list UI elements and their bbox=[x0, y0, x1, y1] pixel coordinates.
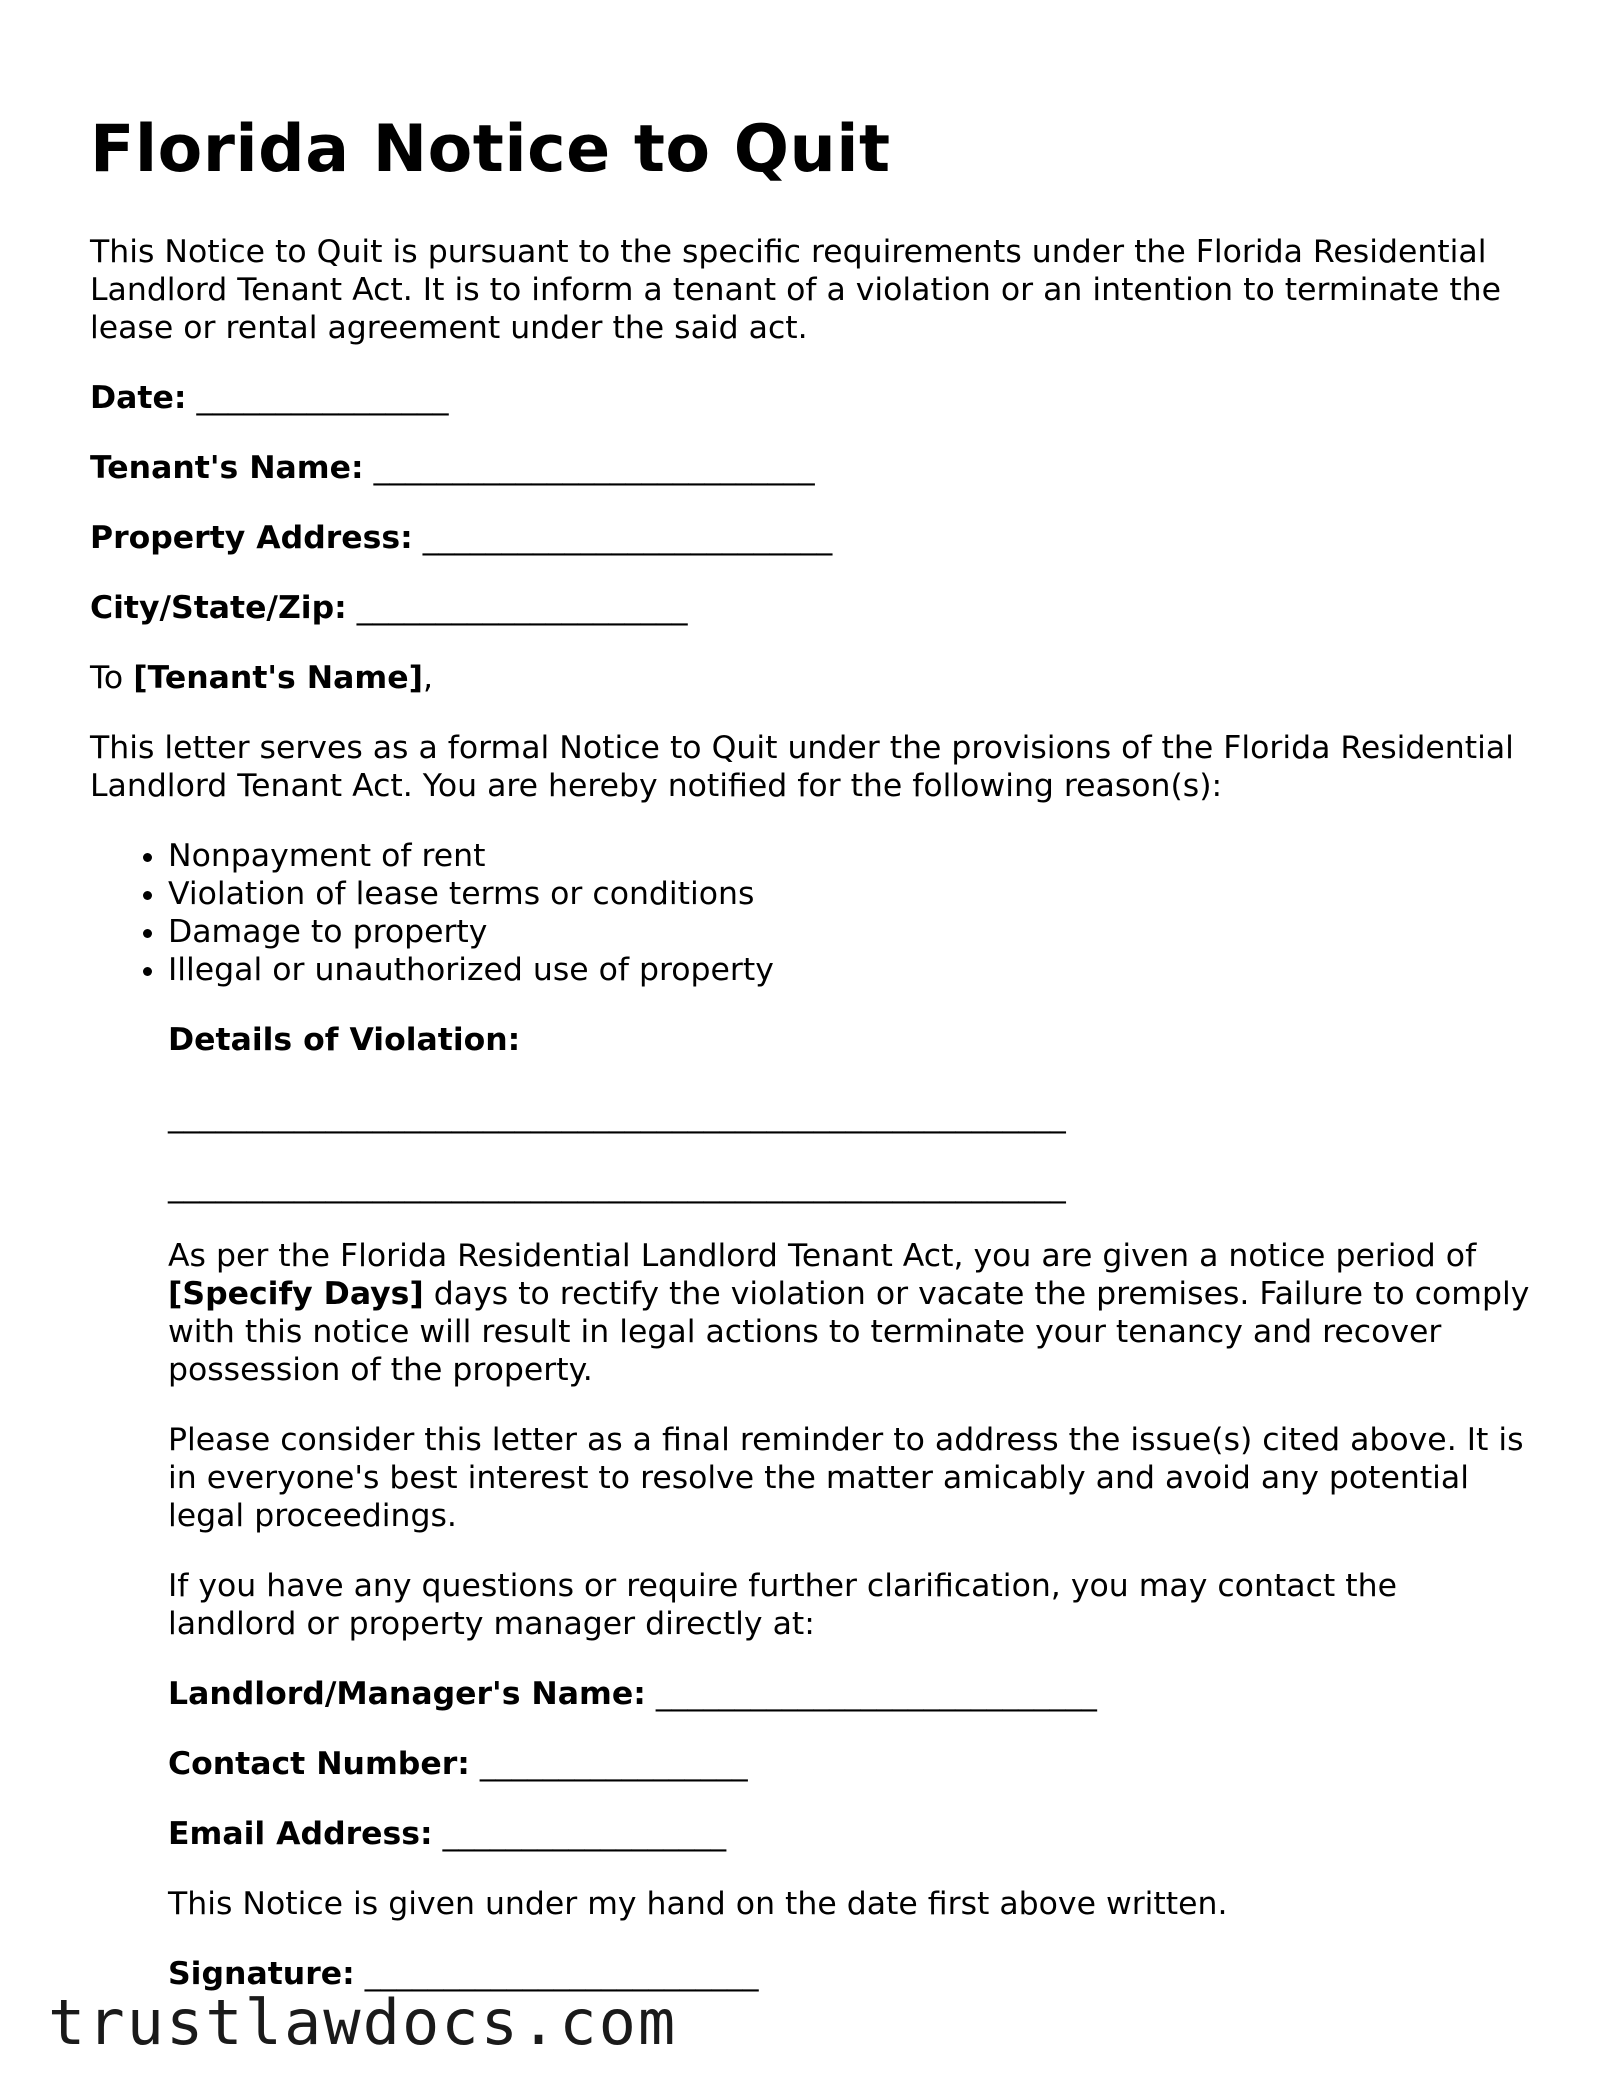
details-line: _________________________________________________________ bbox=[168, 1098, 1066, 1134]
date-field bbox=[90, 379, 1530, 417]
notice-period-days: [Specify Days] bbox=[168, 1276, 424, 1312]
reasons-list bbox=[90, 837, 1530, 989]
details-heading: Details of Violation: bbox=[168, 1022, 521, 1058]
intro-paragraph: This Notice to Quit is pursuant to the specific requirements under the Florida Residential Landlord Tenant Act. It is to inform a tenant of a violation or an intention to terminate the lease or rental agreement under the said act. bbox=[90, 234, 1502, 346]
salutation-name: [Tenant's Name] bbox=[133, 660, 423, 696]
contact-number-field bbox=[168, 1745, 1530, 1783]
closing-paragraph: This Notice is given under my hand on the date first above written. bbox=[168, 1886, 1228, 1922]
notice-period-after: days to rectify the violation or vacate the premises. Failure to comply with this notice will result in legal actions to terminate your tenancy and recover possession of the property. bbox=[168, 1276, 1530, 1388]
document-page bbox=[90, 110, 1530, 2025]
email-address-label: Email Address: bbox=[168, 1816, 433, 1852]
list-item: • Damage to property bbox=[168, 913, 1530, 951]
list-item: • Nonpayment of rent bbox=[168, 837, 1530, 875]
city-state-zip-blank: _____________________ bbox=[356, 590, 688, 626]
tenant-name-field bbox=[90, 449, 1530, 487]
notice-period-before: As per the Florida Residential Landlord Tenant Act, you are given a notice period of bbox=[168, 1238, 1477, 1274]
indented-section bbox=[90, 1021, 1530, 1993]
details-line: _________________________________________________________ bbox=[168, 1168, 1066, 1204]
salutation-prefix: To bbox=[90, 660, 134, 696]
salutation bbox=[90, 659, 1530, 697]
reminder-paragraph: Please consider this letter as a final reminder to address the issue(s) cited above. It is in everyone's best interest to resolve the matter amicably and avoid any potential legal proceedings. bbox=[168, 1422, 1524, 1534]
property-address-field bbox=[90, 519, 1530, 557]
list-item: • Illegal or unauthorized use of property bbox=[168, 951, 1530, 989]
list-item: • Violation of lease terms or conditions bbox=[168, 875, 1530, 913]
date-label: Date: bbox=[90, 380, 187, 416]
tenant-name-blank: ____________________________ bbox=[373, 450, 815, 486]
contact-number-label: Contact Number: bbox=[168, 1746, 470, 1782]
property-address-label: Property Address: bbox=[90, 520, 413, 556]
contact-paragraph: If you have any questions or require further clarification, you may contact the landlord or property manager directly at: bbox=[168, 1568, 1397, 1642]
notice-paragraph: This letter serves as a formal Notice to Quit under the provisions of the Florida Residential Landlord Tenant Act. You are hereby notified for the following reason(s): bbox=[90, 730, 1514, 804]
landlord-name-blank: ____________________________ bbox=[655, 1676, 1097, 1712]
email-address-blank: __________________ bbox=[442, 1816, 727, 1852]
watermark: trustlawdocs.com bbox=[48, 1986, 678, 2059]
city-state-zip-field bbox=[90, 589, 1530, 627]
tenant-name-label: Tenant's Name: bbox=[90, 450, 364, 486]
landlord-name-label: Landlord/Manager's Name: bbox=[168, 1676, 646, 1712]
salutation-suffix: , bbox=[422, 660, 433, 696]
email-address-field bbox=[168, 1815, 1530, 1853]
date-blank: ________________ bbox=[196, 380, 449, 416]
property-address-blank: __________________________ bbox=[422, 520, 833, 556]
contact-number-blank: _________________ bbox=[479, 1746, 748, 1782]
city-state-zip-label: City/State/Zip: bbox=[90, 590, 347, 626]
signature-label: Signature: bbox=[168, 1956, 355, 1992]
landlord-name-field bbox=[168, 1675, 1530, 1713]
notice-period-paragraph bbox=[168, 1237, 1530, 1389]
document-title: Florida Notice to Quit bbox=[90, 112, 891, 187]
signature-blank: _________________________ bbox=[364, 1956, 759, 1992]
